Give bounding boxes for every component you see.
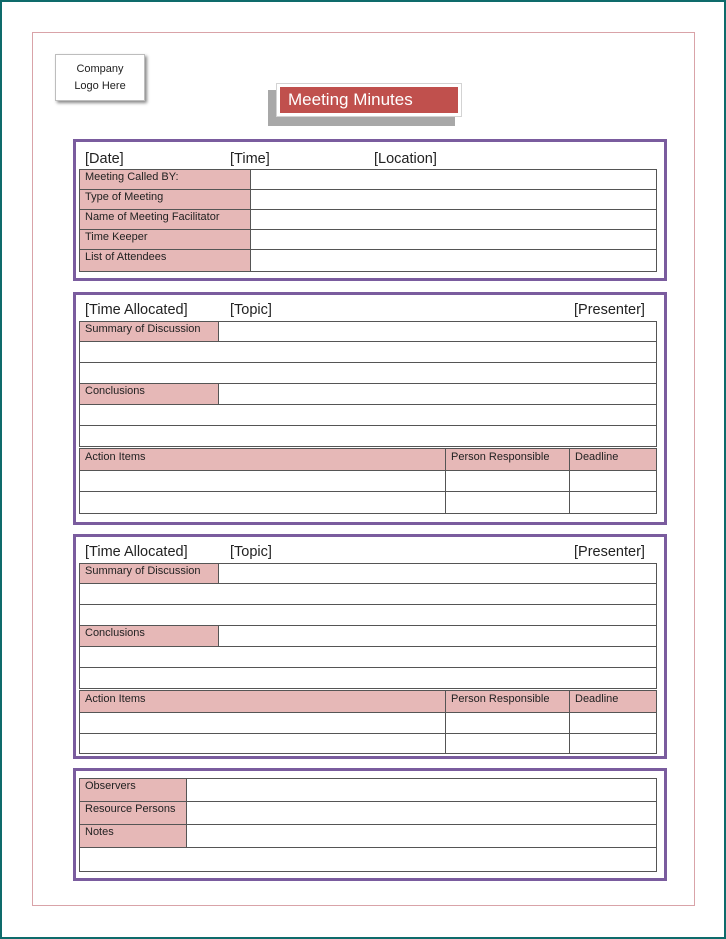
action-items-table bbox=[79, 690, 657, 754]
table-row bbox=[80, 492, 657, 514]
row-label: Meeting Called BY: bbox=[80, 170, 251, 190]
table-row bbox=[80, 734, 657, 754]
table-row bbox=[80, 210, 657, 230]
summary-line[interactable] bbox=[80, 584, 657, 605]
resource-persons-cell[interactable] bbox=[187, 802, 657, 825]
topic-section-2 bbox=[73, 534, 667, 759]
deadline-cell[interactable] bbox=[570, 713, 657, 734]
person-responsible-header: Person Responsible bbox=[446, 449, 570, 471]
table-row bbox=[80, 584, 657, 605]
action-items-header: Action Items bbox=[80, 691, 446, 713]
summary-line[interactable] bbox=[80, 342, 657, 363]
meeting-info-section bbox=[73, 139, 667, 281]
meeting-info-table bbox=[79, 169, 657, 272]
table-row bbox=[80, 564, 657, 584]
observers-section bbox=[73, 768, 667, 881]
person-cell[interactable] bbox=[446, 471, 570, 492]
table-row bbox=[80, 405, 657, 426]
table-row bbox=[80, 605, 657, 626]
action-items-header: Action Items bbox=[80, 449, 446, 471]
person-cell[interactable] bbox=[446, 713, 570, 734]
row-label: Time Keeper bbox=[80, 230, 251, 250]
summary-label: Summary of Discussion bbox=[80, 322, 219, 342]
table-row bbox=[80, 647, 657, 668]
presenter-field[interactable]: [Presenter] bbox=[574, 544, 645, 560]
summary-cell[interactable] bbox=[219, 322, 657, 342]
table-row bbox=[80, 170, 657, 190]
person-cell[interactable] bbox=[446, 734, 570, 754]
table-row bbox=[80, 802, 657, 825]
table-row bbox=[80, 426, 657, 447]
summary-cell[interactable] bbox=[219, 564, 657, 584]
observers-label: Observers bbox=[80, 779, 187, 802]
table-row bbox=[80, 471, 657, 492]
conclusions-line[interactable] bbox=[80, 668, 657, 689]
summary-line[interactable] bbox=[80, 363, 657, 384]
topic-section-1 bbox=[73, 292, 667, 525]
deadline-cell[interactable] bbox=[570, 471, 657, 492]
notes-line[interactable] bbox=[80, 848, 657, 872]
table-row bbox=[80, 384, 657, 405]
time-allocated-field[interactable]: [Time Allocated] bbox=[85, 302, 188, 318]
document-title: Meeting Minutes bbox=[277, 84, 461, 116]
observers-table bbox=[79, 778, 657, 872]
conclusions-label: Conclusions bbox=[80, 384, 219, 405]
person-responsible-header: Person Responsible bbox=[446, 691, 570, 713]
summary-label: Summary of Discussion bbox=[80, 564, 219, 584]
table-row bbox=[80, 230, 657, 250]
presenter-field[interactable]: [Presenter] bbox=[574, 302, 645, 318]
row-value-cell[interactable] bbox=[251, 250, 657, 272]
conclusions-line[interactable] bbox=[80, 405, 657, 426]
table-row bbox=[80, 848, 657, 872]
row-label: Type of Meeting bbox=[80, 190, 251, 210]
page-frame bbox=[2, 2, 724, 937]
table-row bbox=[80, 713, 657, 734]
row-value-cell[interactable] bbox=[251, 230, 657, 250]
action-cell[interactable] bbox=[80, 713, 446, 734]
table-row bbox=[80, 363, 657, 384]
deadline-header: Deadline bbox=[570, 691, 657, 713]
row-value-cell[interactable] bbox=[251, 210, 657, 230]
row-label: Name of Meeting Facilitator bbox=[80, 210, 251, 230]
table-row bbox=[80, 322, 657, 342]
resource-persons-label: Resource Persons bbox=[80, 802, 187, 825]
table-row bbox=[80, 190, 657, 210]
action-cell[interactable] bbox=[80, 471, 446, 492]
conclusions-cell[interactable] bbox=[219, 626, 657, 647]
conclusions-line[interactable] bbox=[80, 426, 657, 447]
location-field[interactable]: [Location] bbox=[374, 151, 437, 167]
table-header-row bbox=[80, 449, 657, 471]
conclusions-line[interactable] bbox=[80, 647, 657, 668]
topic-field[interactable]: [Topic] bbox=[230, 544, 272, 560]
table-row bbox=[80, 342, 657, 363]
logo-line-2: Logo Here bbox=[74, 79, 126, 92]
deadline-cell[interactable] bbox=[570, 734, 657, 754]
conclusions-label: Conclusions bbox=[80, 626, 219, 647]
table-row bbox=[80, 250, 657, 272]
table-row bbox=[80, 626, 657, 647]
summary-table bbox=[79, 321, 657, 447]
table-row bbox=[80, 825, 657, 848]
table-row bbox=[80, 668, 657, 689]
company-logo-placeholder bbox=[55, 54, 145, 101]
time-field[interactable]: [Time] bbox=[230, 151, 270, 167]
notes-label: Notes bbox=[80, 825, 187, 848]
table-row bbox=[80, 779, 657, 802]
row-label: List of Attendees bbox=[80, 250, 251, 272]
observers-cell[interactable] bbox=[187, 779, 657, 802]
table-header-row bbox=[80, 691, 657, 713]
logo-line-1: Company bbox=[76, 62, 124, 75]
deadline-cell[interactable] bbox=[570, 492, 657, 514]
date-field[interactable]: [Date] bbox=[85, 151, 124, 167]
action-cell[interactable] bbox=[80, 492, 446, 514]
summary-line[interactable] bbox=[80, 605, 657, 626]
action-items-table bbox=[79, 448, 657, 514]
time-allocated-field[interactable]: [Time Allocated] bbox=[85, 544, 188, 560]
action-cell[interactable] bbox=[80, 734, 446, 754]
deadline-header: Deadline bbox=[570, 449, 657, 471]
row-value-cell[interactable] bbox=[251, 190, 657, 210]
person-cell[interactable] bbox=[446, 492, 570, 514]
row-value-cell[interactable] bbox=[251, 170, 657, 190]
conclusions-cell[interactable] bbox=[219, 384, 657, 405]
topic-field[interactable]: [Topic] bbox=[230, 302, 272, 318]
summary-table bbox=[79, 563, 657, 689]
notes-cell[interactable] bbox=[187, 825, 657, 848]
